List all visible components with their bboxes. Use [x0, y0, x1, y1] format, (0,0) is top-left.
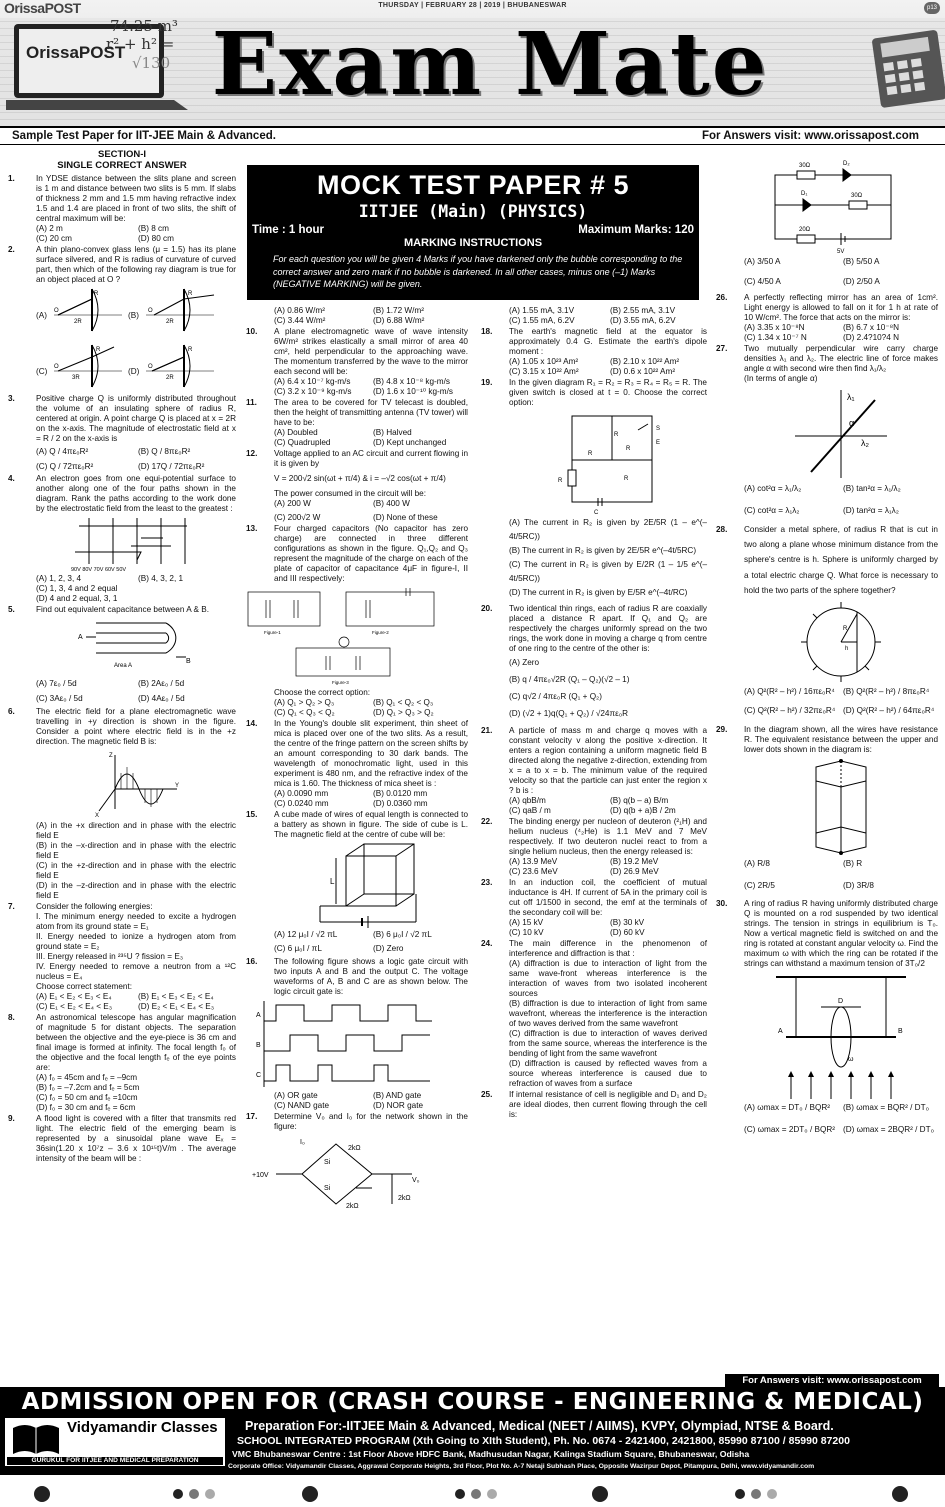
mock-title: MOCK TEST PAPER # 5	[316, 170, 630, 200]
question-22: 22. The binding energy per nucleon of deuteron (²₁H) and helium nucleus (⁴₂He) is 1.1 MeV and 7 MeV respectively. If two deuteron nuclei react to from a single helium nucleus, then the energy released is: (A) 13.9 MeV (B) 19.2 MeV (C) 23.6 MeV (D) 26.9 MeV	[481, 816, 707, 876]
ad-line-2: SCHOOL INTEGRATED PROGRAM (Xth Going to XIth Student), Ph. No. 0674 - 2421400, 2421800, 85990 87100 / 85990 87200	[237, 1435, 850, 1447]
svg-text:I₀: I₀	[300, 1139, 305, 1146]
subheader-bar	[0, 128, 945, 145]
question-12: 12. Voltage applied to an AC circuit and current flowing in it is given by V = 200√2 sin(ωt + π/4) & i = –√2 cos(ωt + π/4) The power consumed in the circuit will be: (A) 200 W (B) 400 W (C) 200√2 W (D) None of these	[246, 449, 468, 522]
question-11: 11. The area to be covered for TV telecast is doubled, then the height of transmitting antenna (TV tower) will have to be: (A) Doubled (B) Halved (C) Quadrupled (D) Kept unchanged	[246, 398, 468, 447]
question-28: 28. Consider a metal sphere, of radius R that is cut in two along a plane whose minimum distance from the sphere's centre is h. Sphere is uniformly charged by a total electric charge Q. What force is necessary to hold the two parts of the sphere together? R h (A) Q²(R² – h²) / 16πε₀R⁴ (B) Q²(R² – h²) / 8πε₀R⁴ (C) Q²(R² – h²) / 32πε₀R⁴ (D) Q²(R² – h²) / 64πε₀R⁴	[716, 525, 938, 716]
svg-text:E: E	[656, 440, 661, 446]
question-20: 20. Two identical thin rings, each of radius R are coaxially placed a distance R apart. If Q₁ and Q₂ are respectively the charges uniformly spread on the two rings, the work done in moving a charge q from centre of one ring to the centre of the other is: (A) Zero (B) q / 4πε₀√2R (Q₁ – Q₂)(√2 – 1) (C) q√2 / 4πε₀R (Q₁ + Q₂) (D) (√2 + 1)q(Q₁ + Q₂) / √24πε₀R	[481, 603, 707, 719]
svg-text:Figure-1: Figure-1	[264, 630, 281, 635]
wire-cube-diagram	[306, 842, 436, 928]
svg-text:Figure-2: Figure-2	[372, 630, 389, 635]
question-16: 16. The following figure shows a logic gate circuit with two inputs A and B and the output C. The voltage waveforms of A, B and C are as shown below. The logic circuit gate is: A B C (A) OR gate (B) AND gate (C) NAND gate (D) NOR gate	[246, 957, 468, 1110]
subheader-left: Sample Test Paper for IIT-JEE Main & Advanced.	[12, 130, 276, 142]
column-1	[8, 150, 236, 1165]
diode-bridge-diagram	[252, 1134, 432, 1212]
rc-circuit-diagram	[548, 410, 668, 514]
marking-instructions-title: MARKING INSTRUCTIONS	[403, 237, 543, 250]
newspaper-logo: OrissaPOST	[4, 0, 81, 16]
question-2: 2. A thin plano-convex glass lens (μ = 1.5) has its plane surface silvered, and R is radius of curvature of curved part, then which of the following ray diagram is true for an object placed at O ? (A) (B) (C) (D) O 2R R O 2R R O 3R R O 2R R	[8, 245, 236, 393]
svg-text:V₀: V₀	[412, 1177, 420, 1184]
ad-line-3: VMC Bhubaneswar Centre : 1st Floor Above HDFC Bank, Madhusudan Nagar, Kalinga Stadium Square, Bhubaneswar, Odisha	[232, 1449, 750, 1459]
svg-text:B: B	[898, 1027, 903, 1035]
svg-text:Z: Z	[109, 752, 113, 759]
masthead-title: Exam Mate	[211, 14, 769, 115]
svg-text:A: A	[256, 1012, 261, 1019]
question-27: 27. Two mutually perpendicular wire carry charge densities λ₁ and λ₂. The electric line of force makes angle α with second wire then find λ₁/λ₂ (In terms of angle α) λ₁ λ₂ α (A) cot²α = λ₁/λ₂ (B) tan²α = λ₁/λ₂ (C) cot²α = λ₁λ₂ (D) tan²α = λ₁λ₂	[716, 344, 938, 515]
svg-text:C: C	[594, 510, 599, 514]
column-3	[481, 306, 707, 1121]
question-13: 13. Four charged capacitors (No capacitor has zero charge) are connected in three different configurations as shown in the figure. Q₁,Q₂ and Q₃ represent the magnitude of the charge on each of the plate of capacitor of capacitance 4μF in figure-I, II and III respectively: Figure-1 Figure-2 Figure-3 Choose the correct option: (A) Q₁ > Q₂ > Q₃ (B) Q₁ < Q₂ < Q₃ (C) Q₁ < Q₃ < Q₂ (D) Q₁ > Q₃ > Q₂	[246, 524, 468, 717]
svg-text:R: R	[614, 432, 619, 438]
question-4: 4. An electron goes from one equi-potential surface to another along one of the four paths shown in the diagram. Rank the paths according to the work done by the electrostatic field from the least to the greatest : 90V 80V 70V 60V 50V (A) 1, 2, 3, 4 (B) 4, 3, 2, 1 (C) 1, 3, 4 and 2 equal (D) 4 and 2 equal, 3, 1	[8, 473, 236, 603]
question-30: 30. A ring of radius R having uniformly distributed charge Q is mounted on a rod suspended by two identical strings. The tension in strings in equilibrium is T₀. Now a vertical magnetic field is switched on and the ring is rotated at constant angular velocity ω. Find the maximum ω with which the ring can be rotated if the strings can withstand a maximum tension of 3T₀/2 D A B ω (A) ωmax = DT₀ / BQR² (B) ωmax = BQR² / DT₀ (C) ωmax = 2DT₀ / BQR² (D) ωmax = 2BQR² / DT₀	[716, 898, 938, 1134]
svg-text:B: B	[186, 657, 191, 665]
calculator-icon	[870, 28, 945, 108]
svg-text:30Ω: 30Ω	[851, 193, 863, 199]
question-14: 14. In the Young's double slit experiment, thin sheet of mica is placed over one of the two slits. As a result, the centre of the fringe pattern on the screen shifts by an amount corresponding to 30 dark bands. The wavelength of monochromatic light, used in this experiment is 480 nm, and the refractive index of the mica is 1.60. The thickness of mica sheet is : (A) 0.0090 mm (B) 0.0120 mm (C) 0.0240 mm (D) 0.0360 mm	[246, 719, 468, 808]
svg-text:Si: Si	[324, 1185, 331, 1192]
section-subtitle: SINGLE CORRECT ANSWER	[57, 159, 187, 171]
lens-diagram-d	[144, 341, 216, 391]
svg-text:30Ω: 30Ω	[799, 163, 811, 169]
svg-text:20Ω: 20Ω	[799, 227, 811, 233]
question-25: 25. If internal resistance of cell is negligible and D₁ and D₂ are ideal diodes, then current flowing through the cell is:	[481, 1089, 707, 1119]
svg-text:+10V: +10V	[252, 1172, 269, 1179]
question-24: 24. The main difference in the phenomenon of interference and diffraction is that : (A) diffraction is due to interaction of light from the same wave-front whereas interference is the interaction of waves from two isolated incoherent sources (B) diffraction is due to interaction of light from same wavefront, whereas the interference is the interaction of two waves derived from the same wavefront (C) diffraction is due to interaction of waves derived from the same source, whereas the interference is the bending of light from the same wavefront (D) diffraction is caused by reflected waves from a source whereas interference is caused due to refraction of waves from a surface	[481, 938, 707, 1088]
question-17: 17. Determine V₀ and I₀ for the network shown in the figure: +10V Si Si 2kΩ 2kΩ 2kΩ V₀ I₀	[246, 1112, 468, 1210]
lens-diagram-c	[52, 341, 124, 391]
svg-text:2R: 2R	[74, 318, 82, 325]
mock-test-box	[247, 165, 699, 300]
lens-diagram-a	[52, 285, 124, 335]
svg-text:2R: 2R	[166, 374, 174, 381]
svg-text:R: R	[626, 446, 631, 452]
svg-text:C: C	[256, 1072, 262, 1079]
subheader-right: For Answers visit: www.orissapost.com	[701, 130, 919, 142]
svg-text:R: R	[624, 476, 629, 482]
svg-text:A: A	[78, 633, 83, 641]
capacitor-configurations-diagram	[246, 586, 440, 686]
svg-text:5V: 5V	[837, 249, 845, 255]
column-2	[246, 306, 468, 1214]
question-17-options: (A) 1.55 mA, 3.1V (B) 2.55 mA, 3.1V (C) 1.55 mA, 6.2V (D) 3.55 mA, 6.2V	[509, 306, 676, 325]
svg-text:O: O	[148, 307, 153, 314]
question-1: 1. In YDSE distance between the slits plane and screen is 1 m and distance between two slits is 5 mm. If slabs of thickness 2 mm and 1.5 mm having refractive index 1.5 and 1.4 are placed in front of two slits, the shift of central maximum will be: (A) 2 m (B) 8 cm (C) 20 cm (D) 80 cm	[8, 173, 236, 243]
question-10: 10. A plane electromagnetic wave of wave intensity 6W/m² strikes elastically a small mirror of area 40 cm², held perpendicular to the approaching wave. The momentum transferred by the wave to the mirror each second will be: (A) 6.4 x 10⁻⁷ kg-m/s (B) 4.8 x 10⁻⁸ kg-m/s (C) 3.2 x 10⁻⁹ kg-m/s (D) 1.6 x 10⁻¹⁰ kg-m/s	[246, 327, 468, 396]
section-title: SECTION-I	[97, 149, 147, 160]
svg-text:2R: 2R	[166, 318, 174, 325]
decor-formula: 74.25 m³ r² + h² = √130	[106, 17, 178, 72]
mock-subtitle: IITJEE (Main) (PHYSICS)	[358, 201, 588, 221]
svg-text:Y: Y	[175, 782, 180, 789]
cut-sphere-diagram	[799, 600, 883, 684]
question-15: 15. A cube made of wires of equal length is connected to a battery as shown in figure. The side of cube is L. The magnetic field at the centre of cube will be: L (A) 12 μ₀I / √2 πL (B) 6 μ₀I / √2 πL (C) 6 μ₀I / πL (D) Zero	[246, 810, 468, 953]
brand-name: Vidyamandir Classes	[67, 1419, 218, 1436]
svg-text:90V 80V 70V 60V 50V: 90V 80V 70V 60V 50V	[71, 566, 127, 572]
book-icon	[11, 1422, 61, 1456]
time-label: Time : 1 hour	[252, 224, 324, 237]
ring-on-rod-diagram	[766, 971, 916, 1101]
svg-text:ω: ω	[848, 1055, 854, 1063]
em-wave-diagram	[91, 749, 181, 819]
ad-line-4: Corporate Office: Vidyamandir Classes, Aggrawal Corporate Heights, 3rd Floor, Plot No. A-7 Netaji Subhash Place, Opposite Wazirpur Depot, Pitampura, Delhi, www.vidyamandir.com	[228, 1463, 815, 1470]
question-19: 19. In the given diagram R₁ = R₂ = R₃ = R₄ = R₅ = R. The given switch is closed at t = 0. Choose the correct option: R R R R R S E C (A) The current in R₂ is given by 2E/5R (1 – e^(–4t/5RC)) (B) The current in R₂ is given by 2E/5R e^(–4t/5RC) (C) The current in R₂ is given by E/2R (1 – 1/5 e^(–4t/5RC)) (D) The current in R₂ is given by E/5R e^(–4t/RC)	[481, 378, 707, 597]
svg-text:λ₂: λ₂	[861, 438, 869, 448]
column-4	[716, 155, 938, 1136]
svg-text:D₁: D₁	[801, 191, 808, 197]
laptop-logo: OrissaPOST	[26, 43, 126, 62]
svg-text:X: X	[95, 812, 100, 819]
svg-text:D: D	[838, 997, 844, 1005]
advertisement-banner	[0, 1387, 945, 1475]
page-number-badge: p13	[924, 2, 940, 14]
dateline: THURSDAY | FEBRUARY 28 | 2019 | BHUBANESWAR	[378, 2, 567, 9]
svg-text:α: α	[849, 418, 855, 428]
svg-text:R: R	[558, 478, 563, 484]
question-21: 21. A particle of mass m and charge q moves with a constant velocity v along the positive x-direction. It enters a region containing a uniform magnetic field B directed along the negative z-direction, extending from x = a to x = b. The minimum value of the required velocity so that the particle can just enter the region x ? b is : (A) qbB/m (B) q(b – a) B/m (C) qaB / m (D) q(b + a)B / 2m	[481, 725, 707, 815]
question-5: 5. Find out equivalent capacitance between A & B. A B Area A (A) 7ε₀ / 5d (B) 2Aε₀ / 5d (C) 3Aε₀ / 5d (D) 4Aε₀ / 5d	[8, 604, 209, 703]
print-registration-marks	[0, 1478, 945, 1507]
svg-text:R: R	[188, 346, 193, 353]
max-marks-label: Maximum Marks: 120	[578, 224, 694, 237]
svg-text:L: L	[330, 877, 335, 886]
question-29: 29. In the diagram shown, all the wires have resistance R. The equivalent resistance between the upper and lower dots shown in the diagram is: (A) R/8 (B) R (C) 2R/5 (D) 3R/8	[716, 724, 938, 890]
svg-text:Area A: Area A	[114, 662, 133, 669]
svg-text:O: O	[54, 363, 59, 370]
question-25-options: (A) 3/50 A (B) 5/50 A (C) 4/50 A (D) 2/50 A	[744, 257, 880, 286]
svg-text:S: S	[656, 426, 661, 432]
svg-text:O: O	[148, 363, 153, 370]
question-3: 3. Positive charge Q is uniformly distributed throughout the volume of an insulating sphere of radius R, centered at origin. A point charge Q is placed at x = 2R on the x-axis. The magnitude of electrostatic field at x = R / 2 on the x-axis is (A) Q / 4πε₀R² (B) Q / 8πε₀R² (C) Q / 72πε₀R² (D) 17Q / 72πε₀R²	[8, 393, 236, 471]
svg-text:2kΩ: 2kΩ	[346, 1203, 359, 1210]
logic-waveforms-diagram	[256, 999, 436, 1089]
question-26: 26. A perfectly reflecting mirror has an area of 1cm². Light energy is allowed to fall on it for 1 h at rate of 10 W/cm². The force that acts on the mirror is: (A) 3.35 x 10⁻⁸N (B) 6.7 x 10⁻⁸N (C) 1.34 x 10⁻⁷ N (D) 2.4?10?4 N	[716, 293, 938, 342]
svg-text:B: B	[256, 1042, 261, 1049]
svg-text:h: h	[845, 645, 849, 652]
brand-tagline: GURUKUL FOR IITJEE AND MEDICAL PREPARATION	[7, 1457, 223, 1465]
svg-text:R: R	[843, 625, 848, 632]
svg-text:3R: 3R	[72, 374, 80, 381]
answers-link-strip[interactable]: For Answers visit: www.orissapost.com	[725, 1374, 939, 1387]
svg-text:R: R	[588, 451, 593, 457]
vidyamandir-logo	[4, 1417, 226, 1467]
question-18: 18. The earth's magnetic field at the equator is approximately 0.4 G. Estimate the earth's dipole moment : (A) 1.05 x 10²³ Am² (B) 2.10 x 10²² Am² (C) 3.15 x 10²² Am² (D) 0.6 x 10²² Am²	[481, 327, 707, 376]
marking-instructions-text: For each question you will be given 4 Marks if you have darkened only the bubble corresponding to the correct answer and zero mark if no bubble is darkened. In all other cases, minus one (–1) Marks (NEGATIVE MARKING) will be given.	[273, 254, 683, 289]
svg-text:λ₁: λ₁	[847, 392, 855, 402]
ad-line-1: Preparation For:-IITJEE Main & Advanced, Medical (NEET / AIIMS), KVPY, Olympiad, NTSE & Board.	[245, 1419, 834, 1433]
svg-text:Si: Si	[324, 1159, 331, 1166]
question-6: 6. The electric field for a plane electromagnetic wave travelling in +y direction is shown in the figure. Consider a point where electric field is in the +z direction. The magnetic field B is: Z Y X (A) in the +x direction and in phase with the electric field E (B) in the –x-direction and in phase with the electric field E (C) in the +z-direction and in phase with the electric field E (D) in the –z-direction and in phase with the electric field E	[8, 706, 236, 900]
perpendicular-wires-diagram	[791, 386, 891, 482]
hexagonal-prism-diagram	[796, 757, 886, 857]
svg-text:R: R	[188, 290, 193, 297]
svg-text:2kΩ: 2kΩ	[348, 1145, 361, 1152]
capacitor-plates-diagram	[76, 617, 196, 677]
question-23: 23. In an induction coil, the coefficient of mutual inductance is 4H. If current of 5A in the primary coil is cut off 1/1500 in second, the emf at the terminals of the secondary coil will be: (A) 15 kV (B) 30 kV (C) 10 kV (D) 60 kV	[481, 877, 707, 937]
ad-headline: ADMISSION OPEN FOR (CRASH COURSE - ENGINEERING & MEDICAL)	[21, 1389, 924, 1415]
question-9-options: (A) 0.86 W/m² (B) 1.72 W/m² (C) 3.44 W/m² (D) 6.88 W/m²	[274, 306, 425, 325]
diode-circuit-diagram	[757, 157, 897, 255]
question-7: 7. Consider the following energies: I. The minimum energy needed to excite a hydrogen atom from its ground state = E₁ II. Energy needed to ionize a hydrogen atom from ground state = E₂ III. Energy released in ²³⁵U ? fission = E₃ IV. Energy needed to remove a neutron from a ¹²C nucleus = E₄ Choose correct statement: (A) E₁ < E₂ < E₃ < E₄ (B) E₁ < E₃ < E₂ < E₄ (C) E₁ < E₂ < E₄ < E₃ (D) E₂ < E₁ < E₄ < E₃	[8, 901, 236, 1011]
svg-text:Figure-3: Figure-3	[332, 680, 349, 685]
svg-text:O: O	[54, 307, 59, 314]
svg-text:R: R	[94, 290, 99, 297]
svg-text:A: A	[778, 1027, 783, 1035]
lens-diagram-b	[144, 285, 216, 335]
question-9: 9. A flood light is covered with a filter that transmits red light. The electric field of the emerging beam is represented by a sinusoidal plane wave Eₓ = 36sin(1.20 x 10⁷z – 3.6 x 10¹⁵t)V/m . The average intensity of the beam will be :	[8, 1113, 236, 1163]
ray-diagrams: (A) (B) (C) (D) O 2R R O 2R R O 3R R O 2R R	[36, 285, 236, 393]
svg-text:D₂: D₂	[843, 161, 850, 167]
svg-text:R: R	[96, 346, 101, 353]
equipotential-diagram	[71, 516, 201, 572]
svg-text:2kΩ: 2kΩ	[398, 1195, 411, 1202]
question-8: 8. An astronomical telescope has angular magnification of magnitude 5 for distant objects. The separation between the objective and the eye-piece is 36 cm and final image is formed at infinity. The focal length f₀ of the objective and the focal length fₑ of the eye points are: (A) f₀ = 45cm and fₑ = –9cm (B) f₀ = –7.2cm and fₑ = 5cm (C) f₀ = 50 cm and fₑ =10cm (D) f₀ = 30 cm and fₑ = 6cm	[8, 1012, 236, 1112]
